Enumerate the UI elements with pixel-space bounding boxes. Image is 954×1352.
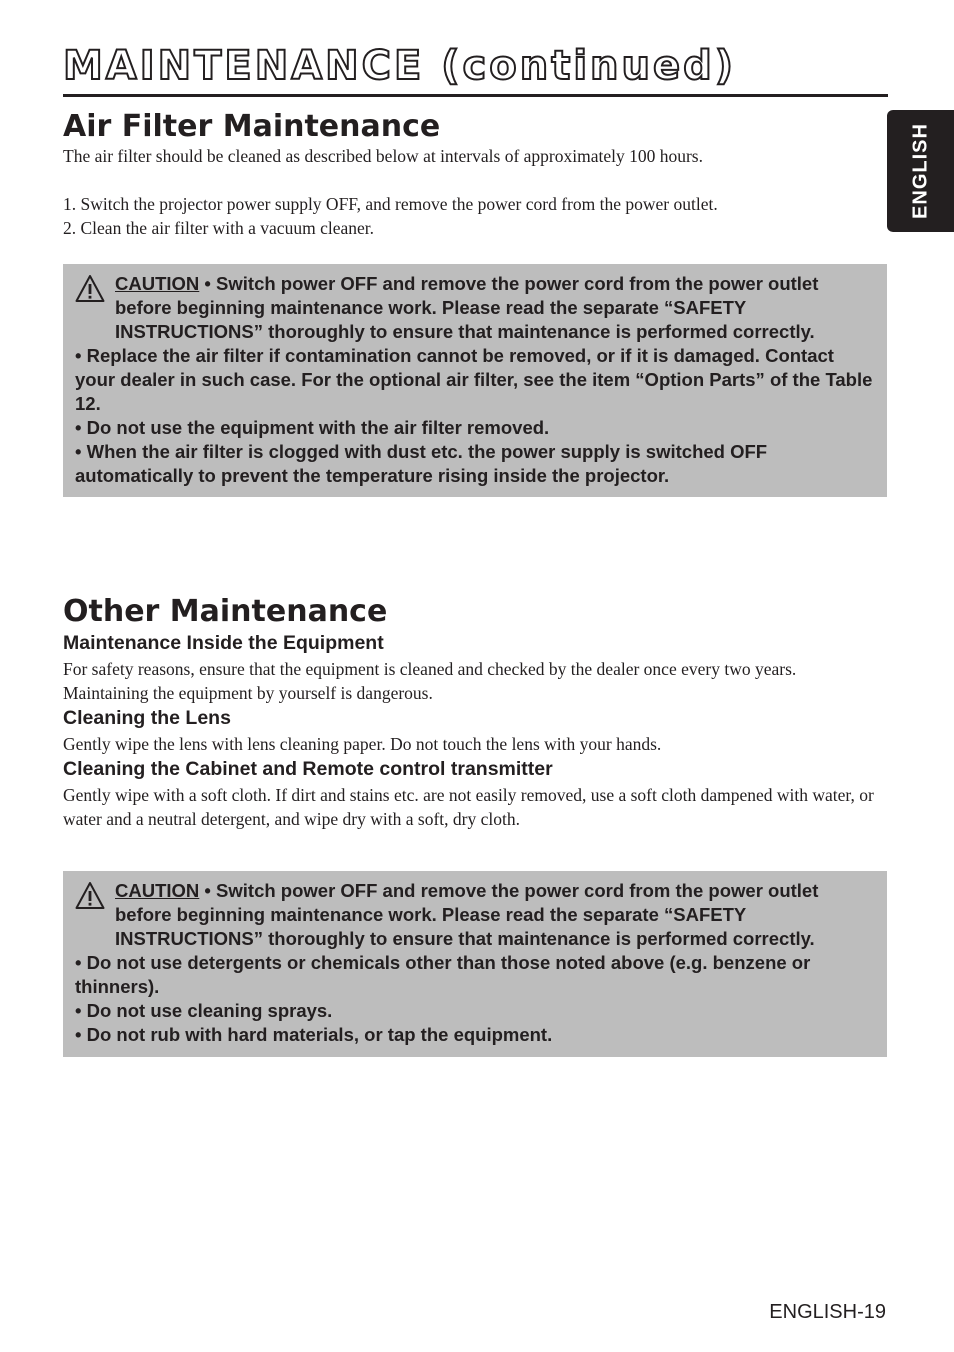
caution-label: CAUTION <box>115 880 200 901</box>
caution-lead-text: • Switch power OFF and remove the power cord from the power outlet before beginning maintenance work. Please read the separate “SAFETY INSTRUCTIONS” thoroughly to ensure that maintenance is performed correctly. <box>115 273 819 342</box>
caution-item: • When the air filter is clogged with dust etc. the power supply is switched OFF automatically to prevent the temperature rising inside the projector. <box>75 441 768 486</box>
caution-item: • Do not use the equipment with the air filter removed. <box>75 417 550 438</box>
caution-lead-text: • Switch power OFF and remove the power cord from the power outlet before beginning maintenance work. Please read the separate “SAFETY INSTRUCTIONS” thoroughly to ensure that maintenance is performed correctly. <box>115 880 819 949</box>
subsection-text-cleaning-lens: Gently wipe the lens with lens cleaning paper. Do not touch the lens with your hands. <box>63 734 662 754</box>
subsection-title-inside-equipment: Maintenance Inside the Equipment <box>63 632 384 654</box>
subsection-title-cleaning-cabinet: Cleaning the Cabinet and Remote control transmitter <box>63 758 553 780</box>
caution-item: • Do not use detergents or chemicals other than those noted above (e.g. benzene or thinners). <box>75 952 811 997</box>
caution-item: • Replace the air filter if contamination cannot be removed, or if it is damaged. Contact your dealer in such case. For the optional air filter, see the item “Option Parts” of the Table 12. <box>75 345 873 414</box>
warning-triangle-icon <box>75 274 105 304</box>
page-title: MAINTENANCE (continued) <box>63 43 737 89</box>
caution-item: • Do not use cleaning sprays. <box>75 1000 333 1021</box>
page-number: ENGLISH-19 <box>769 1301 886 1323</box>
subsection-title-cleaning-lens: Cleaning the Lens <box>63 707 231 729</box>
other-maintenance-caution-box <box>63 871 887 1057</box>
air-filter-step-1: 1. Switch the projector power supply OFF, and remove the power cord from the power outlet. <box>63 194 718 214</box>
caution-label: CAUTION <box>115 273 200 294</box>
warning-triangle-icon <box>75 881 105 911</box>
subsection-text-inside-equipment: For safety reasons, ensure that the equipment is cleaned and checked by the dealer once every two years. Maintaining the equipment by yourself is dangerous. <box>63 659 797 703</box>
caution-lead <box>75 879 877 951</box>
title-rule <box>63 94 888 97</box>
caution-item: • Do not rub with hard materials, or tap the equipment. <box>75 1024 553 1045</box>
air-filter-caution-box <box>63 264 887 497</box>
air-filter-heading: Air Filter Maintenance <box>63 109 441 144</box>
language-tab-label: ENGLISH <box>909 123 931 219</box>
language-tab <box>887 110 954 232</box>
air-filter-intro: The air filter should be cleaned as described below at intervals of approximately 100 hours. <box>63 146 703 166</box>
caution-lead <box>75 272 877 344</box>
air-filter-step-2: 2. Clean the air filter with a vacuum cleaner. <box>63 218 374 238</box>
subsection-text-cleaning-cabinet: Gently wipe with a soft cloth. If dirt and stains etc. are not easily removed, use a soft cloth dampened with water, or water and a neutral detergent, and wipe dry with a soft, dry cloth. <box>63 785 874 829</box>
other-maintenance-heading: Other Maintenance <box>63 594 388 629</box>
